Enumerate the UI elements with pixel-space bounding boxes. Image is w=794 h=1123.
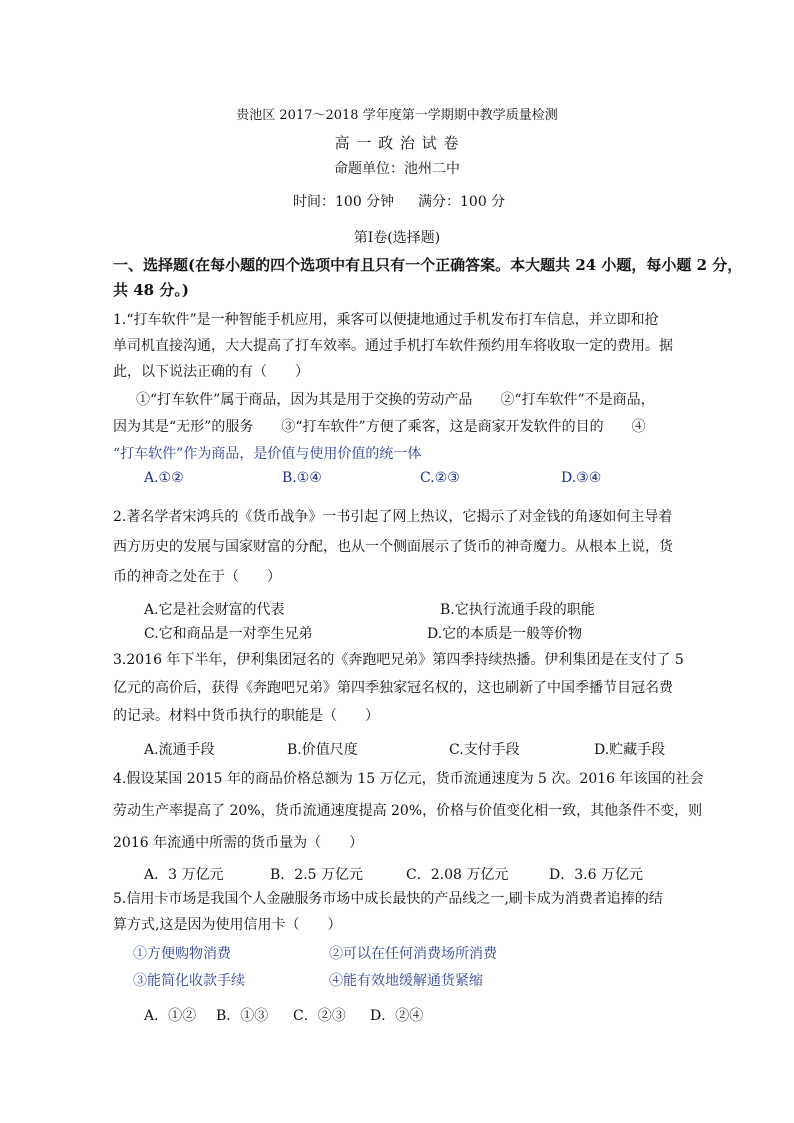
q2-option-d: D.它的本质是一般等价物 bbox=[427, 626, 583, 642]
setting-unit: 命题单位：池州二中 bbox=[334, 161, 460, 177]
q3-stem-line3: 的记录。材料中货币执行的职能是（ ） bbox=[113, 708, 379, 724]
q4-option-d: D．3.6 万亿元 bbox=[549, 867, 643, 883]
q4-option-b: B．2.5 万亿元 bbox=[270, 867, 364, 883]
q5-statement-1: ①方便购物消费 bbox=[133, 946, 231, 962]
q1-statement-line1: ①“打车软件”属于商品，因为其是用于交换的劳动产品 ②“打车软件”不是商品， bbox=[136, 392, 655, 408]
q1-option-b: B.①④ bbox=[282, 470, 322, 486]
q1-stem-line1: 1.“打车软件”是一种智能手机应用，乘客可以便捷地通过手机发布打车信息，并立即和抢 bbox=[113, 312, 659, 328]
q3-stem-line1: 3.2016 年下半年，伊利集团冠名的《奔跑吧兄弟》第四季持续热播。伊利集团是在支付了 5 bbox=[113, 652, 684, 668]
q1-statement-line2: 因为其是“无形”的服务 ③“打车软件”方便了乘客，这是商家开发软件的目的 ④ bbox=[113, 419, 646, 435]
q2-stem-line3: 币的神奇之处在于（ ） bbox=[113, 569, 281, 585]
q4-stem-line2: 劳动生产率提高了 20%，货币流通速度提高 20%，价格与价值变化相一致，其他条件不变，则 bbox=[113, 803, 703, 819]
q1-stem-line3: 此，以下说法正确的有（ ） bbox=[113, 364, 309, 380]
q2-option-b: B.它执行流通手段的职能 bbox=[440, 602, 595, 618]
section-heading-line1: 一、选择题(在每小题的四个选项中有且只有一个正确答案。本大题共 24 小题，每小题 2 分， bbox=[113, 256, 743, 274]
q1-option-a: A.①② bbox=[144, 470, 184, 486]
q1-option-c: C.②③ bbox=[420, 470, 460, 486]
exam-title: 贵池区 2017～2018 学年度第一学期期中教学质量检测 bbox=[236, 108, 558, 123]
section-heading-line2: 共 48 分。) bbox=[113, 281, 189, 299]
q2-stem-line2: 西方历史的发展与国家财富的分配，也从一个侧面展示了货币的神奇魔力。从根本上说，货 bbox=[113, 539, 673, 555]
q4-stem-line3: 2016 年流通中所需的货币量为（ ） bbox=[113, 835, 364, 851]
q1-stem-line2: 单司机直接沟通，大大提高了打车效率。通过手机打车软件预约用车将收取一定的费用。据 bbox=[113, 338, 673, 354]
q5-statement-3: ③能简化收款手续 bbox=[133, 973, 245, 989]
q3-option-b: B.价值尺度 bbox=[287, 742, 358, 758]
q3-option-a: A.流通手段 bbox=[144, 742, 215, 758]
q4-option-a: A．3 万亿元 bbox=[144, 867, 224, 883]
q3-stem-line2: 亿元的高价后，获得《奔跑吧兄弟》第四季独家冠名权的，这也刷新了中国季播节目冠名费 bbox=[113, 680, 673, 696]
volume-title: 第Ⅰ卷(选择题) bbox=[353, 230, 441, 246]
q2-option-a: A.它是社会财富的代表 bbox=[144, 602, 285, 618]
q2-stem-line1: 2.著名学者宋鸿兵的《货币战争》一书引起了网上热议，它揭示了对金钱的角逐如何主导着 bbox=[113, 509, 673, 525]
q5-stem-line2: 算方式,这是因为使用信用卡（ ） bbox=[113, 917, 342, 933]
q5-option-c: C．②③ bbox=[293, 1008, 346, 1024]
q1-option-d: D.③④ bbox=[561, 470, 602, 486]
q4-stem-line1: 4.假设某国 2015 年的商品价格总额为 15 万亿元，货币流通速度为 5 次。2016 年该国的社会 bbox=[113, 771, 704, 787]
q5-statement-2: ②可以在任何消费场所消费 bbox=[329, 946, 497, 962]
q5-option-b: B．①③ bbox=[216, 1008, 269, 1024]
exam-time: 时间：100 分钟 bbox=[293, 194, 395, 210]
q3-option-d: D.贮藏手段 bbox=[594, 742, 666, 758]
q4-option-c: C．2.08 万亿元 bbox=[406, 867, 509, 883]
q5-stem-line1: 5.信用卡市场是我国个人金融服务市场中成长最快的产品线之一,刷卡成为消费者追捧的结 bbox=[113, 891, 663, 907]
q1-statement-line3: “打车软件”作为商品，是价值与使用价值的统一体 bbox=[113, 446, 422, 462]
full-score: 满分：100 分 bbox=[418, 194, 506, 210]
q2-option-c: C.它和商品是一对孪生兄弟 bbox=[144, 626, 313, 642]
q3-option-c: C.支付手段 bbox=[449, 742, 520, 758]
q5-statement-4: ④能有效地缓解通货紧缩 bbox=[329, 973, 483, 989]
q5-option-d: D．②④ bbox=[370, 1008, 424, 1024]
subject-title: 高 一 政 治 试 卷 bbox=[334, 134, 460, 152]
q5-option-a: A．①② bbox=[144, 1008, 197, 1024]
